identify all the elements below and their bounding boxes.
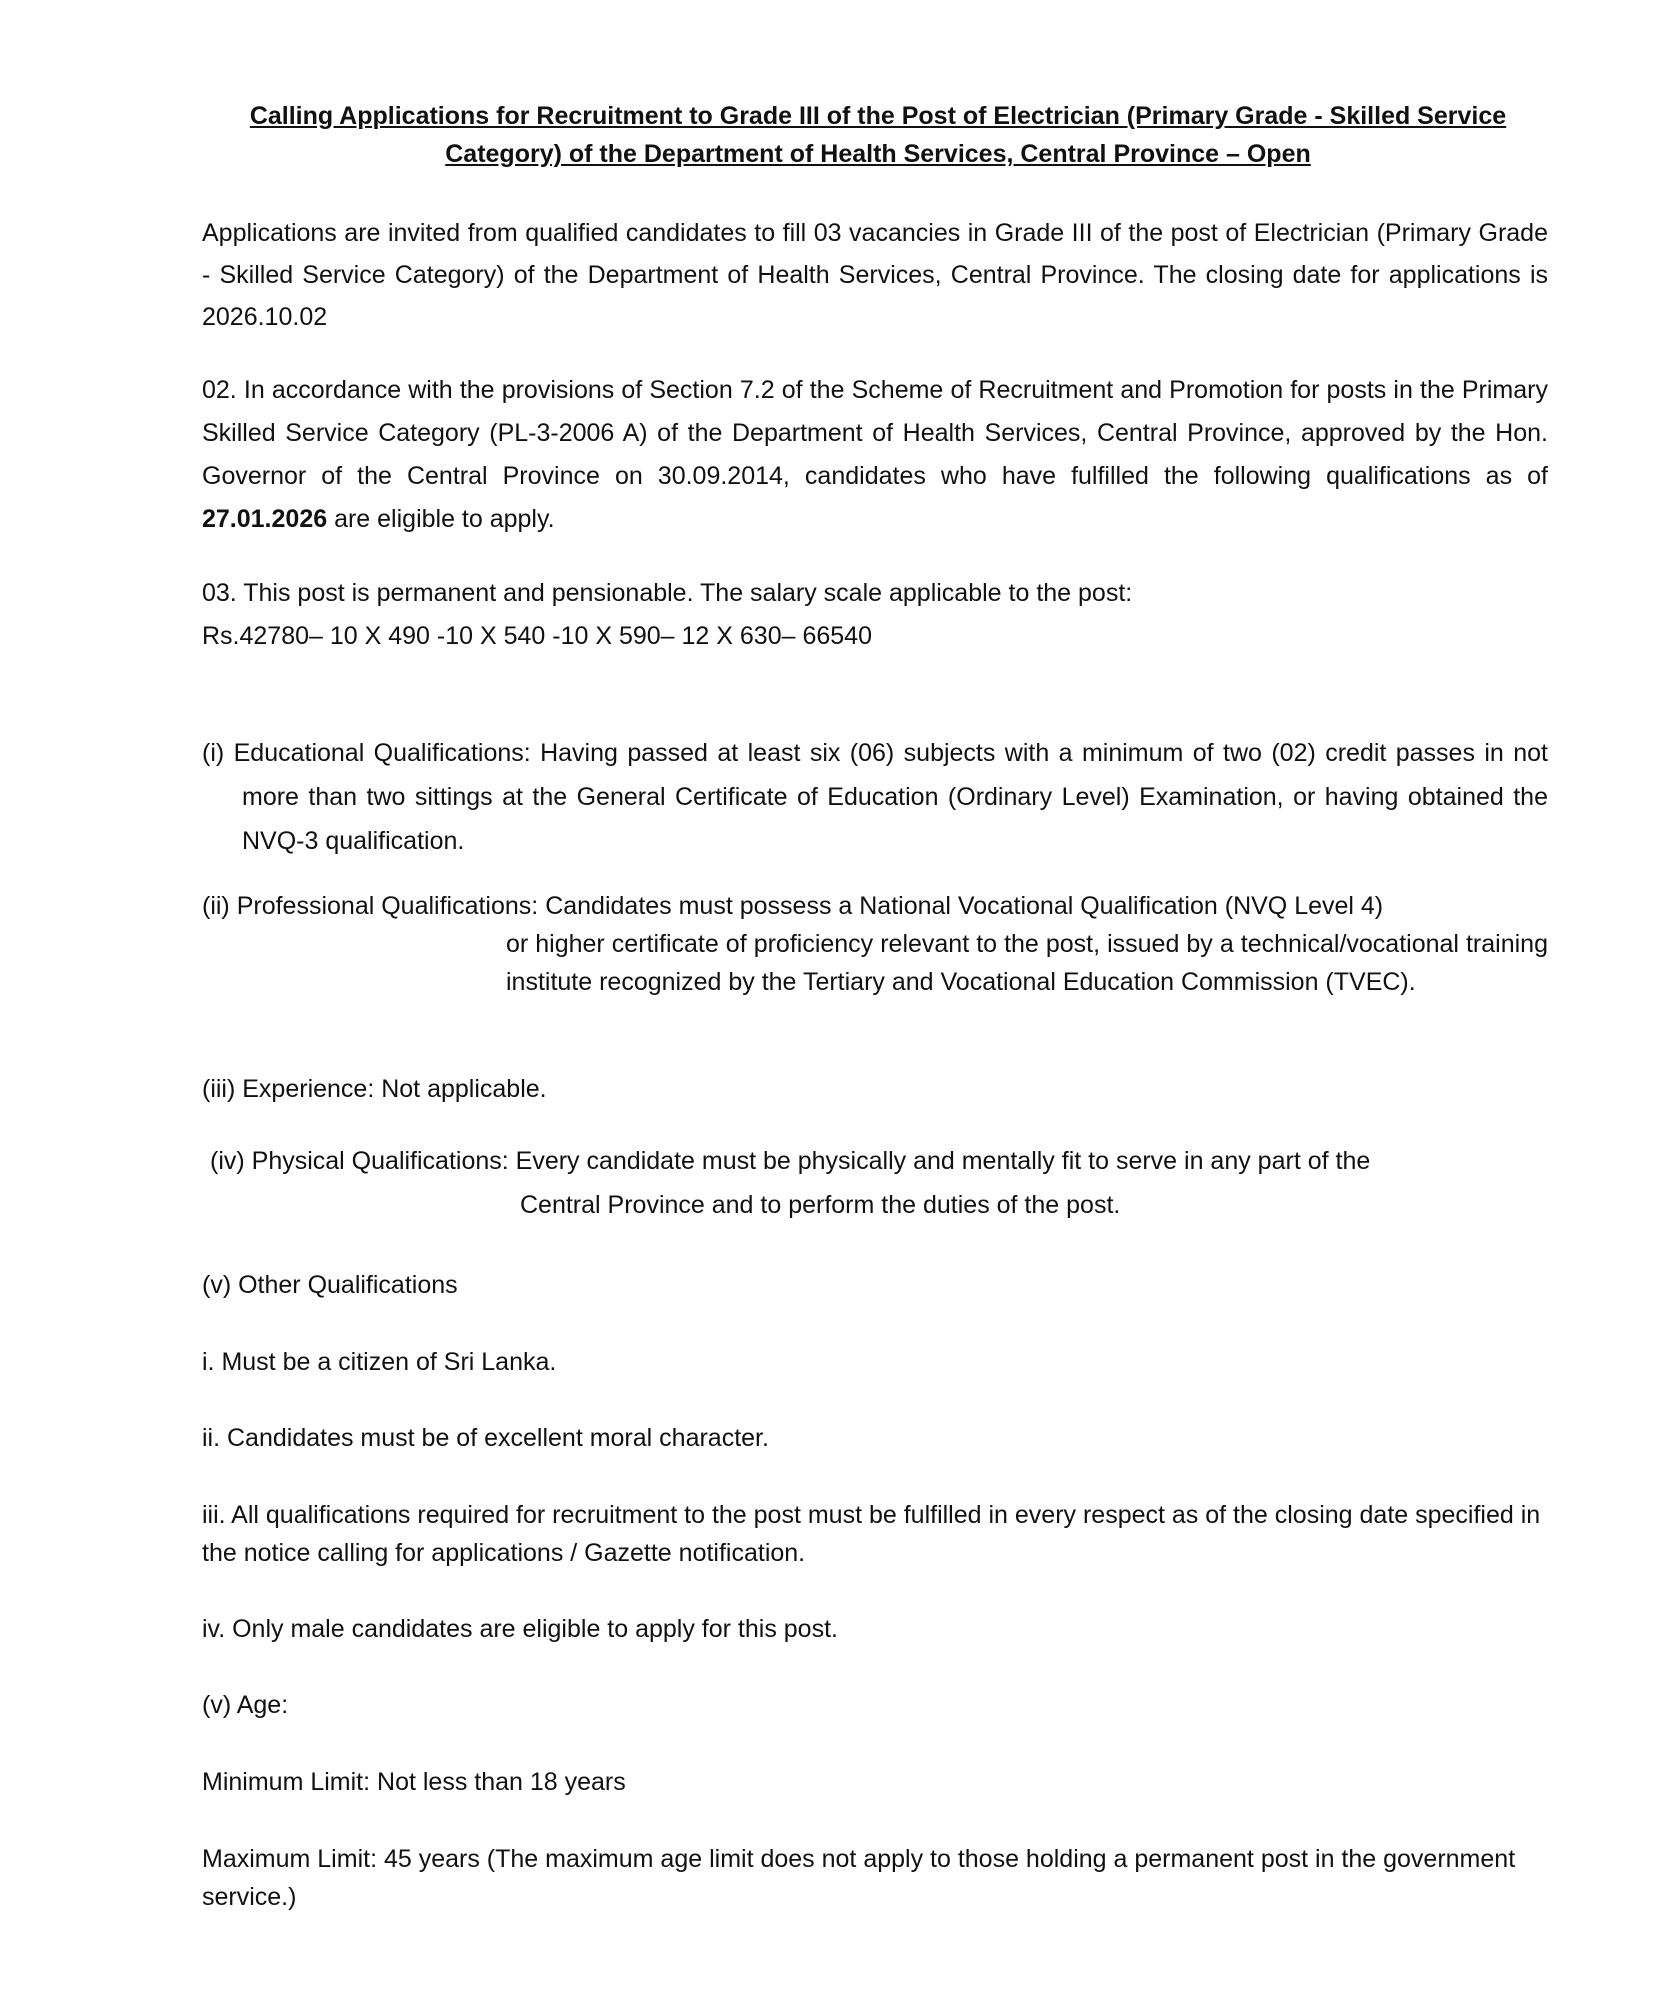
paragraph-02 [202,369,1548,541]
professional-qualifications-heading: (ii) Professional Qualifications: Candidates must possess a National Vocational Qualification (NVQ Level 4) [202,892,1384,920]
paragraph-02-tail: are eligible to apply. [327,505,555,533]
paragraph-02-text: 02. In accordance with the provisions of Section 7.2 of the Scheme of Recruitment and Promotion for posts in the Primary Skilled Service Category (PL-3-2006 A) of the Department of Health Services, Central Province, approved by the Hon. Governor of the Central Province on 30.09.2014, candidates who have fulfilled the following qualifications as of [202,376,1548,490]
other-item-iv: iv. Only male candidates are eligible to apply for this post. [202,1615,838,1643]
physical-qualifications-body: Central Province and to perform the duties of the post. [520,1191,1121,1219]
maximum-age-limit: Maximum Limit: 45 years (The maximum age limit does not apply to those holding a permanent post in the government service.) [202,1845,1516,1911]
educational-qualifications: (i) Educational Qualifications: Having passed at least six (06) subjects with a minimum of two (02) credit passes in not more than two sittings at the General Certificate of Education (Ordinary Level) Examination, or having obtained the NVQ-3 qualification. [202,739,1548,855]
paragraph-03 [202,572,1548,658]
salary-scale: Rs.42780– 10 X 490 -10 X 540 -10 X 590– 12 X 630– 66540 [202,622,872,650]
title-line-1: Calling Applications for Recruitment to Grade III of the Post of Electrician (Primary Grade - Skilled Service [249,102,1507,130]
age-heading: (v) Age: [202,1691,289,1719]
eligibility-date: 27.01.2026 [202,505,328,533]
other-item-ii: ii. Candidates must be of excellent moral character. [202,1424,769,1452]
physical-qualifications-heading: (iv) Physical Qualifications: Every candidate must be physically and mentally fit to serve in any part of the [210,1147,1371,1175]
paragraph-03-line: 03. This post is permanent and pensionable. The salary scale applicable to the post: [202,579,1133,607]
other-qualifications-heading: (v) Other Qualifications [202,1271,458,1299]
other-item-iii: iii. All qualifications required for recruitment to the post must be fulfilled in every respect as of the closing date specified in the notice calling for applications / Gazette notification. [202,1501,1541,1567]
experience-item: (iii) Experience: Not applicable. [202,1075,547,1103]
professional-qualifications-body: or higher certificate of proficiency relevant to the post, issued by a technical/vocational training institute recognized by the Tertiary and Vocational Education Commission (TVEC). [506,930,1548,996]
other-item-i: i. Must be a citizen of Sri Lanka. [202,1348,557,1376]
title-line-2: Category) of the Department of Health Services, Central Province – Open [445,140,1311,168]
minimum-age-limit: Minimum Limit: Not less than 18 years [202,1768,626,1796]
notice-title [200,97,1556,173]
intro-paragraph: Applications are invited from qualified candidates to fill 03 vacancies in Grade III of the post of Electrician (Primary Grade - Skilled Service Category) of the Department of Health Services, Central Province. The closing date for applications is 2026.10.02 [202,219,1548,331]
